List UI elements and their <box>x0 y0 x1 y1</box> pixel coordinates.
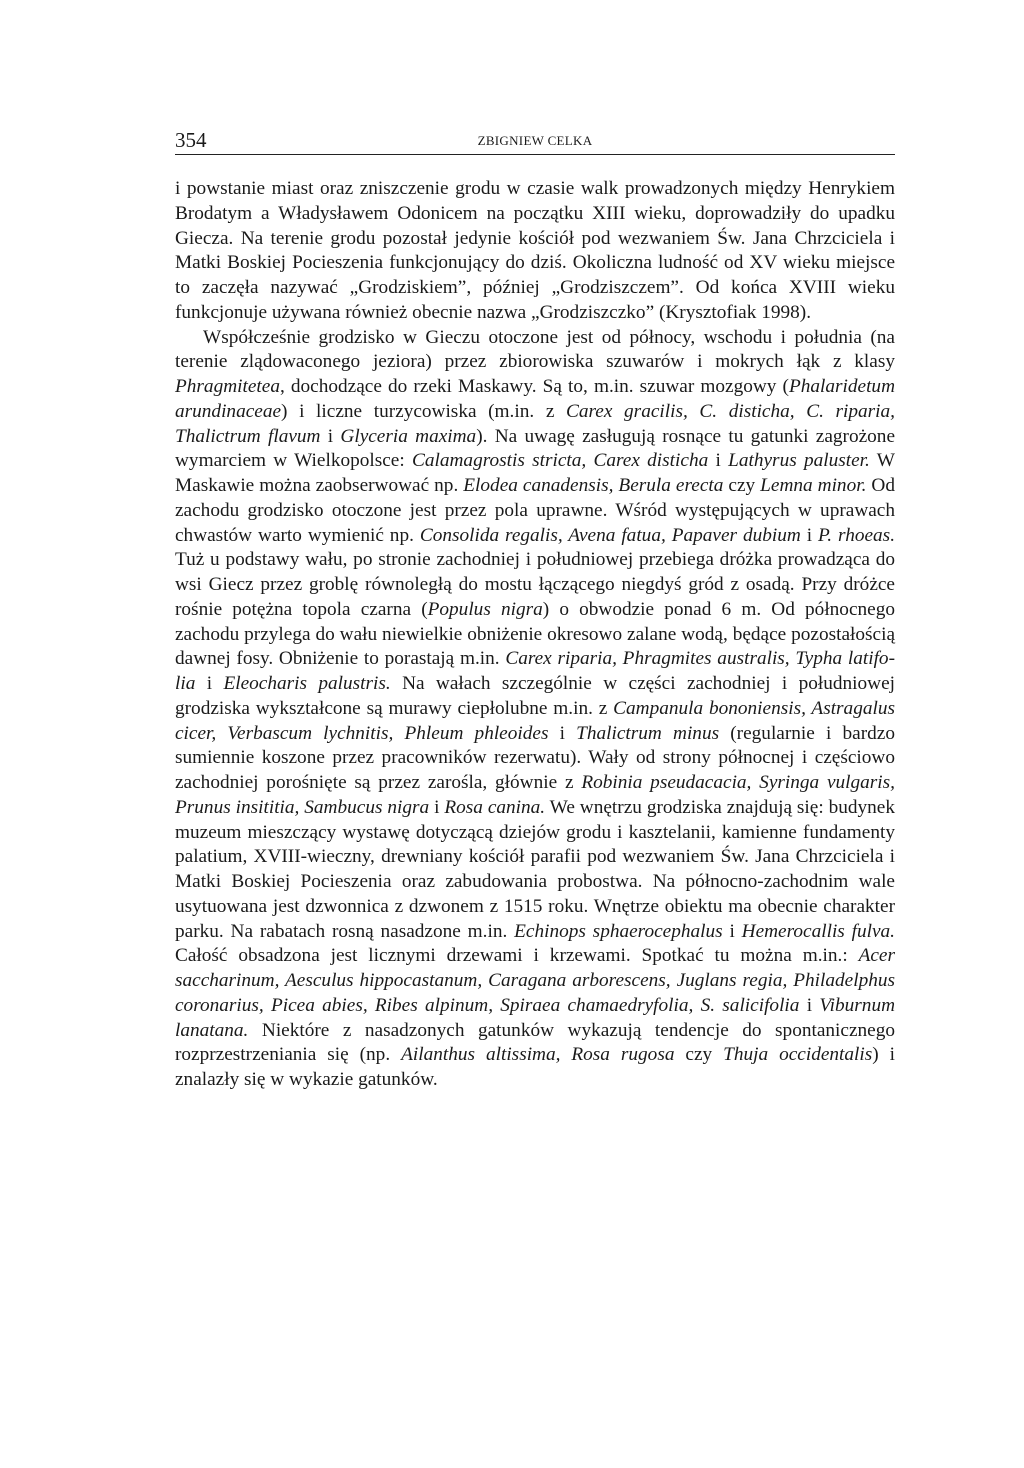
text-run: i powstanie miast oraz zniszczenie grodu w czasie walk prowadzonych między Henrykiem Brodatym a Władysławem Odonicem na początku XIII wieku, doprowadziły do upadku Giecza. Na terenie grodu pozostał jedynie kościół pod wezwaniem Św. Jana Chrzciciela i Matki Boskiej Pocieszenia funkcjonujący do dziś. Okoliczna ludność od XV wieku miejsce to zaczęła nazywać „Grodziskiem”, później „Grodziszczem”. Od końca XVIII wieku funkcjonuje używana również obecnie nazwa „Grodziszczko” (Krysztofiak 1998). <box>175 178 895 323</box>
species-name: Elodea canadensis, Berula erecta <box>463 475 724 496</box>
species-name: Viburnum lanatana. <box>175 994 896 1041</box>
text-run: ) o obwodzie ponad 6 m. Od północnego zachodu przylega do wału niewielkie obniżenie okresowo zalane wodą, będące pozostałością dawnej fosy. Obniżenie to porastają m.in. <box>175 598 895 670</box>
species-name: P. rhoeas. <box>818 524 896 546</box>
text-run: i <box>548 722 577 744</box>
species-name: Thalictrum minus <box>576 722 720 744</box>
species-name: Lemna minor. <box>760 475 867 496</box>
running-header <box>175 128 895 155</box>
text-run: Niektóre z nasadzonych gatunków wykazują tendencje do spontanicznego rozprzestrzeniania się (np. <box>175 1019 895 1066</box>
species-name: Phragmitetea <box>175 376 280 397</box>
paragraph-continued <box>175 177 895 326</box>
text-run: Całość obsadzona jest licznymi drzewami i krzewami. Spotkać tu można m.in.: <box>175 945 859 967</box>
species-name: Calamagrostis stricta, Carex disticha <box>412 450 709 472</box>
page-number: 354 <box>175 128 207 152</box>
text-run: ) i znalazły się w wykazie gatunków. <box>175 1044 895 1090</box>
species-name: Campanula bononiensis, Astragalus cicer, Verbascum lychnitis, Phleum phleoides <box>175 697 895 744</box>
species-name: Carex riparia, Phragmites australis, Typha latifolia <box>175 648 895 694</box>
text-run: We wnętrzu grodziska znajdują się: budynek muzeum mieszczący wystawę dotyczącą dziejów grodu i kasztelanii, kamienne fundamenty palatium, XVIII-wieczny, drewniany kościół parafii pod wezwaniem Św. Jana Chrzciciela i Matki Boskiej Pocieszenia oraz zabudowania probostwa. Na północno-zachodnim wale usytuowana jest dzwonnica z dzwonem z 1515 roku. Wnętrze obiektu ma obecnie charakter parku. Na rabatach rosną nasadzone m.in. <box>175 796 895 942</box>
text-run: ) i liczne turzycowiska (m.in. z <box>281 400 567 422</box>
text-run: , dochodzące do rzeki Maskawy. Są to, m.in. szuwar mozgowy ( <box>279 376 789 397</box>
species-name: Lathyrus paluster. <box>728 450 870 472</box>
text-run: czy <box>674 1044 724 1066</box>
species-name: Thuja occidentalis <box>723 1044 873 1066</box>
text-run: i <box>799 994 820 1016</box>
text-run: i <box>800 524 819 546</box>
text-run: i <box>320 425 341 447</box>
text-run: (regularnie i bardzo sumiennie koszone przez pracowników rezerwatu). Wały od strony północnej i częściowo zachodniej porośnięte są przez zarośla, głównie z <box>175 722 895 793</box>
species-name: Hemerocallis fulva. <box>741 920 895 942</box>
species-name: Echinops sphaerocephalus <box>514 920 723 942</box>
text-run: i <box>429 796 445 818</box>
species-name: Robinia pseudacacia, Syringa vulgaris, Prunus insititia, Sambucus nigra <box>175 772 895 818</box>
paragraph-grodzisko-vegetation <box>175 326 895 1093</box>
text-run: Od zachodu grodzisko otoczone jest przez pola uprawne. Wśród występujących w uprawach chwastów warto wymienić np. <box>175 475 895 546</box>
document-page <box>175 128 895 1093</box>
text-run: i <box>722 920 742 942</box>
body-text <box>175 177 895 1093</box>
species-name: Eleocharis palustris. <box>223 673 391 694</box>
text-run: Na wałach szczególnie w części zachodniej i południowej grodziska wykształcone są murawy ciepłolubne m.in. z <box>175 673 895 719</box>
species-name: Consolida regalis, Avena fatua, Papaver dubium <box>419 524 801 546</box>
text-run: i <box>195 673 224 694</box>
text-run: i <box>708 450 729 472</box>
species-name: Phalaridetum arundinaceae <box>175 376 895 422</box>
species-name: Populus nigra <box>427 598 543 620</box>
text-run: ). Na uwagę zasługują rosnące tu gatunki zagrożone wymarciem w Wielkopolsce: <box>175 425 896 472</box>
running-header-author: ZBIGNIEW CELKA <box>477 133 593 148</box>
species-name: Glyceria maxima <box>340 425 477 447</box>
text-run: czy <box>723 475 761 496</box>
species-name: Carex gracilis, C. disticha, C. riparia, Thalictrum flavum <box>175 400 895 447</box>
text-run: Współcześnie grodzisko w Gieczu otoczone jest od północy, wschodu i południa (na terenie zlądowaconego jeziora) przez zbiorowiska szuwarów i mokrych łąk z klasy <box>175 326 895 373</box>
text-run: Tuż u podstawy wału, po stronie zachodniej i południowej przebiega dróżka prowadząca do wsi Giecz przez groblę równoległą do mostu łączącego niegdyś gród z osadą. Przy dróżce rośnie potężna topola czarna ( <box>175 549 895 620</box>
species-name: Ailanthus altissima, Rosa rugosa <box>401 1044 675 1066</box>
species-name: Rosa canina. <box>444 796 546 818</box>
species-name: Acer saccharinum, Aesculus hippocastanum, Caragana arborescens, Juglans regia, Philadelphus coronarius, Picea abies, Ribes alpinum, Spiraea chamaedryfolia, S. salicifolia <box>175 945 895 1016</box>
text-run: W Maskawie można zaobserwować np. <box>175 450 895 496</box>
